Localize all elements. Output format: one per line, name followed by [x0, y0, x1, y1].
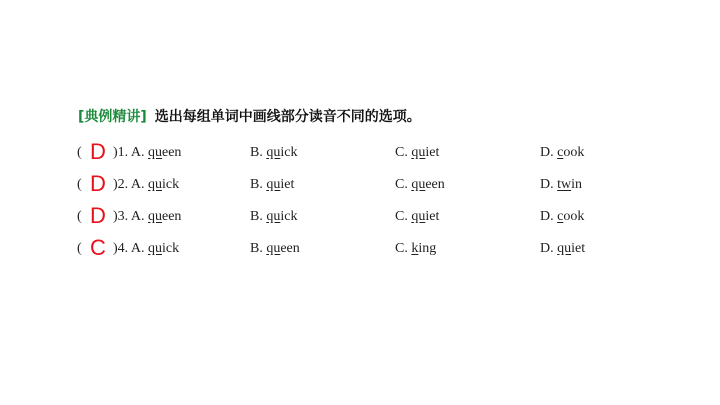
option-d: D. twin [540, 177, 583, 192]
option-c: C. king [395, 241, 437, 256]
instruction-text: 选出每组单词中画线部分读音不同的选项。 [154, 109, 421, 125]
paren-open: ( [77, 145, 82, 160]
paren-open: ( [77, 177, 82, 192]
question-row [0, 141, 720, 165]
option-b: B. quiet [250, 177, 295, 192]
option-d: D. cook [540, 209, 585, 224]
section-header [78, 105, 421, 127]
question-row [0, 205, 720, 229]
answer-mark: D [90, 171, 106, 196]
option-a: )3. A. queen [113, 209, 182, 224]
option-b: B. quick [250, 209, 298, 224]
option-b: B. queen [250, 241, 300, 256]
option-c: C. queen [395, 177, 445, 192]
section-tag: [典例精讲] [78, 109, 147, 125]
question-row [0, 237, 720, 261]
option-b: B. quick [250, 145, 298, 160]
question-row [0, 173, 720, 197]
option-a: )1. A. queen [113, 145, 182, 160]
option-a: )4. A. quick [113, 241, 180, 256]
paren-open: ( [77, 209, 82, 224]
option-d: D. cook [540, 145, 585, 160]
paren-open: ( [77, 241, 82, 256]
option-d: D. quiet [540, 241, 586, 256]
answer-mark: D [90, 203, 106, 228]
answer-mark: D [90, 139, 106, 164]
option-c: C. quiet [395, 145, 440, 160]
option-a: )2. A. quick [113, 177, 180, 192]
answer-mark: C [90, 235, 106, 260]
option-c: C. quiet [395, 209, 440, 224]
